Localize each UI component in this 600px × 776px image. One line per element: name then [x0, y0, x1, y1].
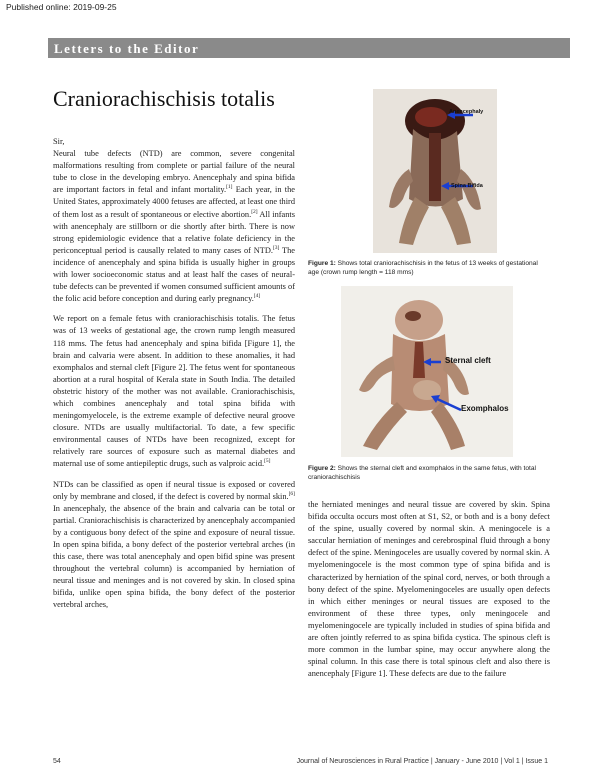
paragraph-2: We report on a female fetus with craniorachischisis totalis. The fetus was of 13 weeks of gestational age, the crown rump length measured 118 mms. The fetus had anencephaly and spina bifida [Figure 1], the brain and calvaria were absent. In addition to these anomalies, it had exomphalos and sternal cleft [Figure 2]. The fetus went for spontaneous abortion at a rural hospital of Kerala state in South India. The detailed obstetric history of the mother was not available. Craniorachischisis, which combines anencephaly and total spina bifida with meningomyelocele, is the extreme example of defective neural groove closure. NTDs are usually multifactorial. To date, a few specific environmental causes of NTDs have been recognized, except for relatively rare sources of exposure such as maternal diabetes and maternal use of some antiepileptic drugs, such as valproic acid.[5]: [53, 314, 295, 469]
right-column: [308, 499, 550, 688]
paragraph-1: Neural tube defects (NTD) are common, severe congenital malformations resulting from complete or partial failure of the neural tube to close in the developing embryo. Anencephaly and spina bifida are important factors in fetal and infant mortality.[1] Each year, in the United States, approximately 4000 fetuses are affected, at least one third of them lost as a result of spontaneous or elective abortion.[2] All infants with anencephaly are stillborn or die shortly after birth. There is now strong epidemiologic evidence that a relative folate deficiency in the periconceptual period is causally related to many cases of NTD.[3] The incidence of anencephaly and spina bifida is usually higher in groups with lower socioeconomic status and at least half the cases of neural-tube defects can be prevented if women consumed sufficient amounts of the folic acid before conception and during early pregnancy.[4]: [53, 149, 295, 304]
citation: [1]: [226, 184, 233, 191]
figure-1-label-spina-bifida: Spina Bifida: [451, 183, 483, 189]
section-label: Letters to the Editor: [54, 41, 200, 56]
paragraph-3: NTDs can be classified as open if neural tissue is exposed or covered only by membrane and closed, if the defect is covered by normal skin.[6] In anencephaly, the absence of the brain and calvaria can be total or partial. Craniorachischisis is characterized by anencephaly accompanied by a contiguous bony defect of the spine and exposure of neural tissue. In open spina bifida, a bony defect of the posterior vertebral arches (in this case, there was total anencephaly and open bifid spine was present throughout the vertebral column) is accompanied by herniation of neural tissue and meninges and is not covered by skin. In closed spina bifida, unlike open spina bifida, the bony defect of the posterior vertebral arches,: [53, 479, 295, 610]
figure-1-caption: Figure 1: Shows total craniorachischisis in the fetus of 13 weeks of gestational age (crown rump length = 118 mms): [308, 260, 538, 276]
journal-footer: Journal of Neurosciences in Rural Practice | January - June 2010 | Vol 1 | Issue 1: [296, 758, 548, 765]
citation: [4]: [253, 293, 261, 300]
figure-2-label-exomphalos: Exomphalos: [461, 404, 509, 413]
fetus-front-illustration: [341, 286, 513, 457]
published-online-stamp: Published online: 2019-09-25: [6, 2, 117, 12]
figure-2-label-sternal-cleft: Sternal cleft: [445, 356, 491, 365]
figure-2-caption: Figure 2: Shows the sternal cleft and exomphalos in the same fetus, with total craniorachischisis: [308, 465, 536, 481]
article-title: Craniorachischisis totalis: [53, 86, 275, 111]
citation: [5]: [264, 458, 271, 465]
salutation: Sir,: [53, 137, 65, 146]
figure-1-label-anencephaly: Anencephaly: [449, 109, 484, 115]
figure-2-photo: [341, 286, 513, 457]
page-number: 54: [53, 758, 61, 765]
citation: [2]: [251, 208, 258, 215]
citation: [6]: [288, 490, 295, 497]
left-column: [53, 136, 295, 620]
figure-1-photo: [373, 89, 497, 253]
citation: [3]: [272, 245, 280, 252]
paragraph-4: the herniated meninges and neural tissue are covered by skin. Spina bifida occulta occurs most often at S1, S2, or both and is a bony defect of the spine, usually covered by normal skin. A meningocele is a saccular herniation of meninges and cerebrospinal fluid through a bony defect of the spine. Meningoceles are usually covered by normal skin. A myelomeningocele is the most common type of spina bifida and is characterized by herniation of the spinal cord, nerves, or both through a bony defect of the spine. Myelomeningoceles are usually open defects in which either meninges or neural tissues are exposed to the environment of these three types, only meningocele and myelomeningocele are typically included in studies of spina bifida and are often jointly referred to as spina bifida cystica. The spinous cleft is more common in the lumbar spine, may occur anywhere along the spinal column. In this case there is total spinous cleft and also there is anencephaly [Figure 1]. These defects are due to the failure: [308, 500, 550, 679]
